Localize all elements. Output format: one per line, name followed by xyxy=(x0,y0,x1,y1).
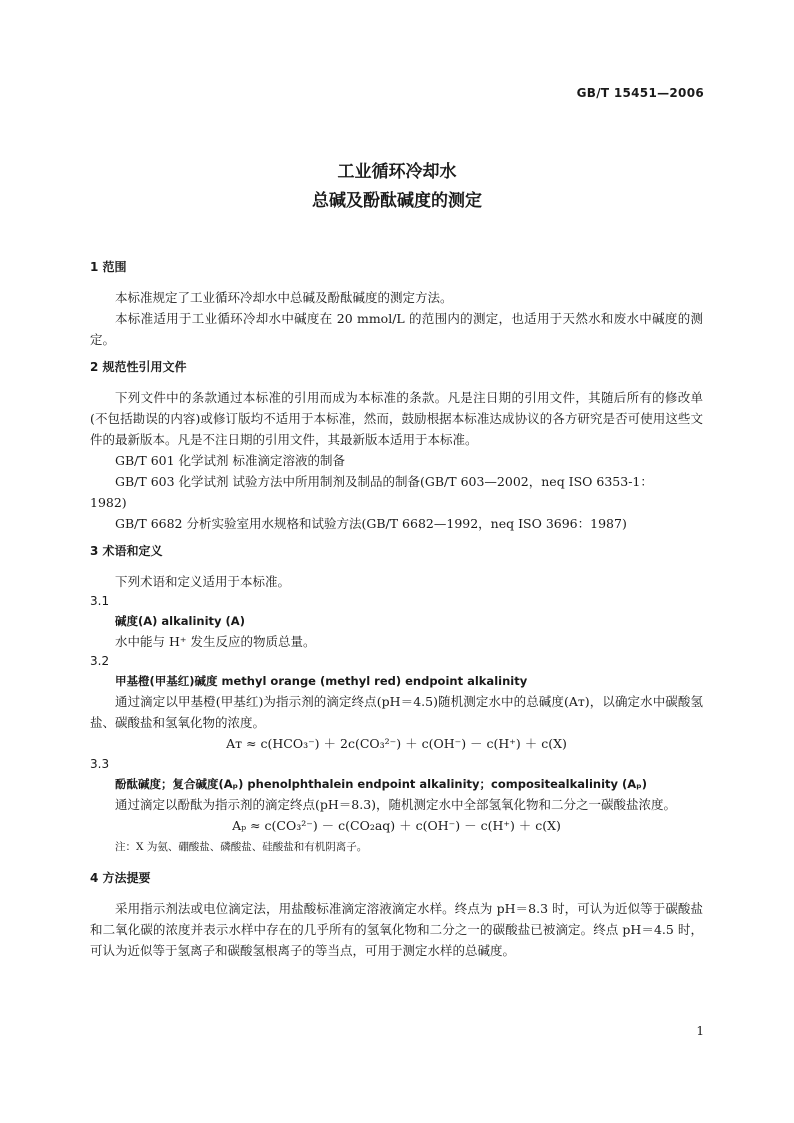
title-line-1: 工业循环冷却水 xyxy=(337,162,457,182)
clause-3-2-number: 3.2 xyxy=(90,654,110,668)
title-line-2: 总碱及酚酞碱度的测定 xyxy=(312,191,482,211)
clause-3-2-definition: 通过滴定以甲基橙(甲基红)为指示剂的滴定终点(pH＝4.5)随机测定水中的总碱度(Aᴛ)，以确定水中碳酸氢盐、碳酸盐和氢氧化物的浓度。 xyxy=(90,694,703,730)
clause-3-3-term: 酚酞碱度；复合碱度(Aₚ) phenolphthalein endpoint alkalinity；compositealkalinity (Aₚ) xyxy=(115,777,647,791)
section-1-para-1: 本标准规定了工业循环冷却水中总碱及酚酞碱度的测定方法。 xyxy=(115,290,453,305)
section-4-para-1: 采用指示剂法或电位滴定法，用盐酸标准滴定溶液滴定水样。终点为 pH＝8.3 时，可认为近似等于碳酸盐和二氧化碳的浓度并表示水样中存在的几乎所有的氢氧化物和二分之一的碳酸盐已被滴定。终点 pH＝4.5 时，可认为近似等于氢离子和碳酸氢根离子的等当点，可用于测定水样的总碱度。 xyxy=(90,901,703,958)
reference-gb-t-601: GB/T 601 化学试剂 标准滴定溶液的制备 xyxy=(115,453,345,468)
reference-gb-t-603: GB/T 603 化学试剂 试验方法中所用制剂及制品的制备(GB/T 603—2002，neq ISO 6353-1： xyxy=(115,474,653,489)
clause-3-1-number: 3.1 xyxy=(90,594,110,608)
clause-3-3-number: 3.3 xyxy=(90,757,110,771)
section-3-para-1: 下列术语和定义适用于本标准。 xyxy=(115,574,291,589)
clause-3-1-definition: 水中能与 H⁺ 发生反应的物质总量。 xyxy=(115,634,316,649)
clause-3-3-formula: Aₚ ≈ c(CO₃²⁻) － c(CO₂aq) ＋ c(OH⁻) － c(H⁺) ＋ c(X) xyxy=(232,818,561,833)
reference-gb-t-6682: GB/T 6682 分析实验室用水规格和试验方法(GB/T 6682—1992，neq ISO 3696：1987) xyxy=(115,516,627,531)
clause-3-2-formula: Aᴛ ≈ c(HCO₃⁻) ＋ 2c(CO₃²⁻) ＋ c(OH⁻) － c(H⁺) ＋ c(X) xyxy=(226,736,567,751)
clause-3-2-term: 甲基橙(甲基红)碱度 methyl orange (methyl red) endpoint alkalinity xyxy=(115,674,528,688)
section-4-heading: 4 方法提要 xyxy=(90,871,151,885)
section-1-heading: 1 范围 xyxy=(90,260,127,274)
reference-gb-t-603-cont: 1982) xyxy=(90,495,127,510)
clause-3-3-definition: 通过滴定以酚酞为指示剂的滴定终点(pH＝8.3)，随机测定水中全部氢氧化物和二分之一碳酸盐浓度。 xyxy=(115,797,677,812)
section-2-heading: 2 规范性引用文件 xyxy=(90,360,187,374)
clause-3-3-note: 注：X 为氨、硼酸盐、磷酸盐、硅酸盐和有机阴离子。 xyxy=(115,841,368,853)
standard-code: GB/T 15451—2006 xyxy=(576,86,704,100)
section-1-para-2: 本标准适用于工业循环冷却水中碱度在 20 mmol/L 的范围内的测定，也适用于天然水和废水中碱度的测定。 xyxy=(90,311,703,347)
clause-3-1-term: 碱度(A) alkalinity (A) xyxy=(115,614,245,628)
document-body xyxy=(90,258,703,961)
section-3-heading: 3 术语和定义 xyxy=(90,544,163,558)
page-number: 1 xyxy=(696,1024,704,1038)
section-2-para-1: 下列文件中的条款通过本标准的引用而成为本标准的条款。凡是注日期的引用文件，其随后所有的修改单(不包括勘误的内容)或修订版均不适用于本标准，然而，鼓励根据本标准达成协议的各方研究是否可使用这些文件的最新版本。凡是不注日期的引用文件，其最新版本适用于本标准。 xyxy=(90,390,703,447)
